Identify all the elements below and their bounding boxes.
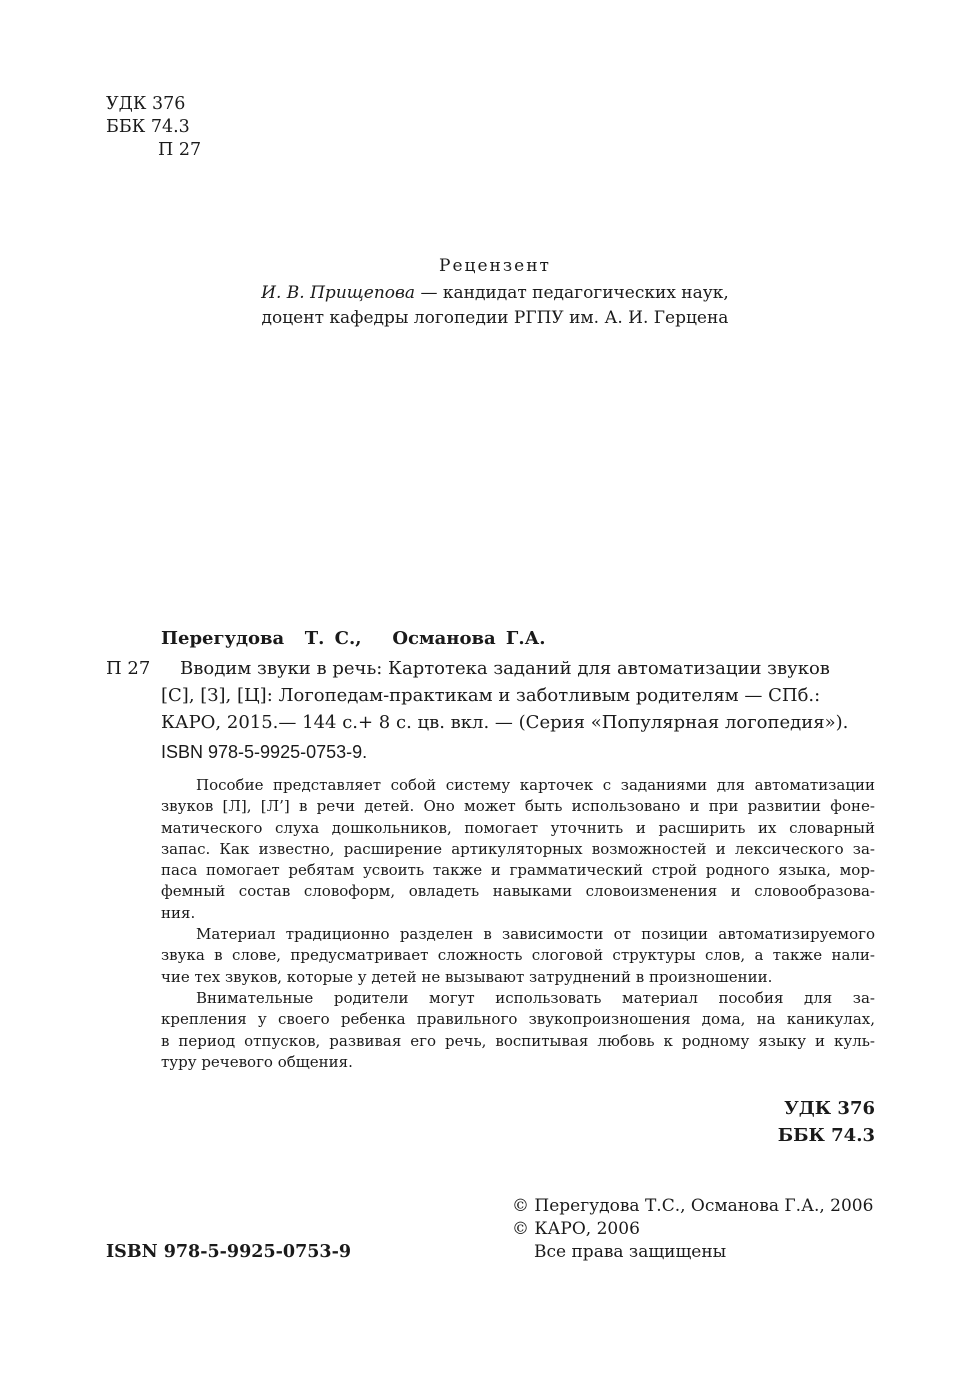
bibliographic-description — [161, 655, 875, 736]
annotation-line: запас. Как известно, расширение артикуляторных возможностей и лексического за- — [161, 839, 875, 858]
bib-author-mark: П 27 — [106, 658, 151, 679]
annotation-line: крепления у своего ребенка правильного звукопроизношения дома, на каникулах, — [161, 1010, 875, 1029]
annotation — [161, 775, 875, 1073]
bib-line: [С], [З], [Ц]: Логопедам-практикам и заботливым родителям — СПб.: — [161, 685, 821, 706]
isbn-record: ISBN 978-5-9925-0753-9. — [161, 742, 368, 762]
annotation-line: в период отпусков, развивая его речь, воспитывая любовь к родному языку и куль- — [161, 1031, 875, 1050]
annotation-line: Пособие представляет собой систему карточек с заданиями для автоматизации — [196, 776, 875, 794]
bib-line: КАРО, 2015.— 144 с.+ 8 с. цв. вкл. — (Серия «Популярная логопедия»). — [161, 712, 849, 733]
reviewer-block — [200, 254, 790, 331]
annotation-line: звука в слове, предусматривает сложность слоговой структуры слов, а также нали- — [161, 946, 875, 965]
bib-line: Вводим звуки в речь: Картотека заданий для автоматизации звуков — [180, 658, 830, 679]
reviewer-name: И. В. Прищепова — [261, 283, 416, 303]
annotation-line: Материал традиционно разделен в зависимости от позиции автоматизируемого — [196, 925, 875, 944]
annotation-paragraph — [161, 988, 875, 1073]
annotation-paragraph — [161, 775, 875, 924]
rights-reserved: Все права защищены — [534, 1242, 727, 1262]
copyright-authors: © Перегудова Т.С., Османова Г.А., 2006 — [512, 1196, 874, 1216]
annotation-line: Внимательные родители могут использовать материал пособия для за- — [196, 988, 875, 1007]
reviewer-title: — кандидат педагогических наук, — [415, 283, 729, 303]
copyright-block — [512, 1195, 873, 1264]
annotation-line: паса помогает ребятам усвоить также и грамматический строй родного языка, мор- — [161, 861, 875, 880]
classification-top — [106, 93, 201, 162]
annotation-line: чие тех звуков, которые у детей не вызывают затруднений в произношении. — [161, 967, 773, 986]
copyright-publisher: © КАРО, 2006 — [512, 1219, 640, 1239]
udk-code: УДК 376 — [106, 94, 186, 114]
annotation-line: фемный состав словоформ, овладеть навыками словоизменения и словообразова- — [161, 882, 875, 901]
annotation-line: туру речевого общения. — [161, 1052, 353, 1071]
annotation-line: звуков [Л], [Л’] в речи детей. Оно может быть использовано и при развитии фоне- — [161, 797, 875, 816]
annotation-paragraph — [161, 924, 875, 988]
bbk-code: ББК 74.3 — [106, 117, 190, 137]
annotation-line: матического слуха дошкольников, помогает уточнить и расширить их словарный — [161, 818, 875, 837]
reviewer-line-2: доцент кафедры логопедии РГПУ им. А. И. Герцена — [261, 308, 729, 328]
reviewer-line-1 — [200, 281, 790, 306]
authors-heading: Перегудова Т. С., Османова Г.А. — [161, 628, 546, 649]
reviewer-heading: Рецензент — [439, 256, 551, 276]
bbk-code-bottom: ББК 74.3 — [777, 1125, 875, 1146]
udk-code-bottom: УДК 376 — [784, 1098, 875, 1119]
classification-bottom — [778, 1095, 875, 1149]
isbn-bottom: ISBN 978-5-9925-0753-9 — [106, 1242, 352, 1262]
annotation-line: ния. — [161, 903, 196, 922]
author-mark: П 27 — [158, 140, 202, 160]
